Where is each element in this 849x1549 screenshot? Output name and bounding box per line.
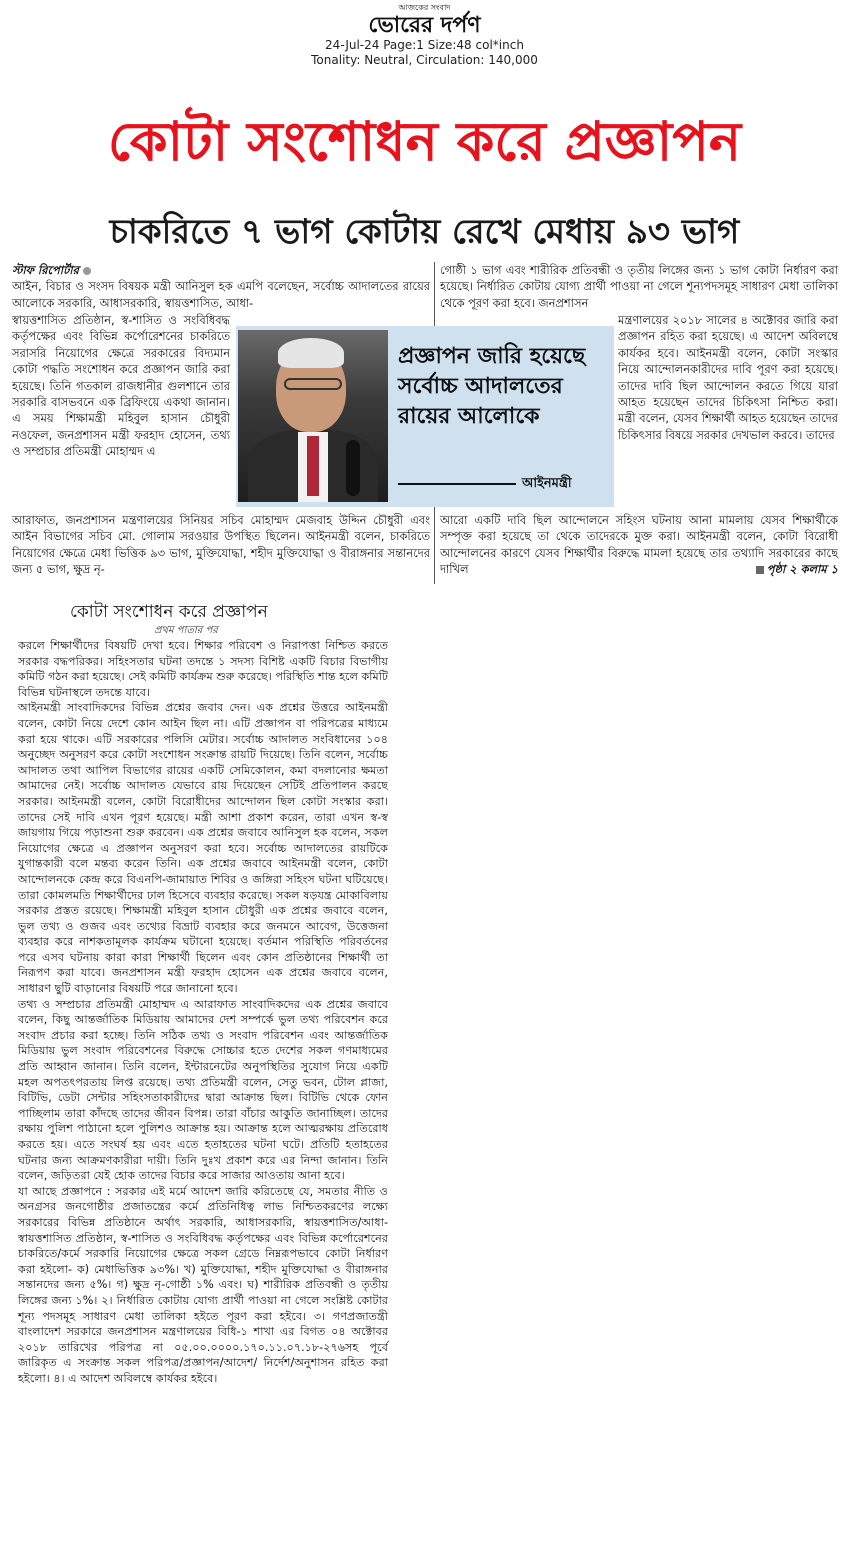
masthead xyxy=(0,4,849,68)
pull-quote-text: প্রজ্ঞাপন জারি হয়েছে সর্বোচ্চ আদালতের রায়ের আলোকে xyxy=(398,344,586,429)
continuation-paragraph: আইনমন্ত্রী সাংবাদিকদের বিভিন্ন প্রশ্নের জবাব দেন। এক প্রশ্নের উত্তরে আইনমন্ত্রী বলেন, কোটা নিয়ে দেশে কোন আইন ছিল না। এটি প্রজ্ঞাপন বা পরিপত্রের মাধ্যমে করা হয়ে থাকে। এটি সরকারের পলিসি মেটার। সর্বোচ্চ আদালত সংবিধানের ১০৪ অনুচ্ছেদ অনুসরণ করে কোটা সংশোধন সংক্রান্ত রায়টি দিয়েছে। তিনি বলেন, সর্বোচ্চ আদালত তথা আপিল বিভাগের রায়ের একটি সেমিকোলন, কমা বদলানোর ক্ষমতা আমাদের নেই। সর্বোচ্চ আদালত যেভাবে রায় দিয়েছেন সেটিই প্রতিপালন করছে সরকার। আইনমন্ত্রী বলেন, কোটা বিরোধীদের আন্দোলন ছিল কোটা সংস্কার করা। তাদের সেই দাবি এখন পূরণ হয়েছে। মন্ত্রী আশা প্রকাশ করেন, তারা এখন স্ব-স্ব জায়গায় গিয়ে পড়াশুনা শুরু করবেন। এক প্রশ্নের জবাবে আনিসুল হক বলেন, সকল নিয়োগের ক্ষেত্রে এ প্রজ্ঞাপন অনুসরণ করা হবে। সর্বোচ্চ আদালতের রায়টিকে যুগান্তকারী বলে মন্তব্য করেন তিনি। এক প্রশ্নের জবাবে আইনমন্ত্রী বলেন, কোটা আন্দোলনকে কেন্দ্র করে বিএনপি-জামায়াত শিবির ও জঙ্গিরা সহিংস ঘটনা ঘটিয়েছে। তারা কোমলমতি শিক্ষার্থীদের ঢাল হিসেবে ব্যবহার করেছে। সকল ষড়যন্ত্র মোকাবিলায় সরকার প্রস্তত রয়েছে। শিক্ষামন্ত্রী মহিবুল হাসান চৌধুরী এক প্রশ্নের জবাবে বলেন, ভুল তথ্য ও গুজব এবং তথ্যের বিভ্রাট ব্যবহার করে জনমনে আবেগ, উত্তেজনা ব্যবহার করে নাশকতামূলক কার্যক্রম ঘটানো হয়েছে। বর্তমান পরিস্থিতি পরিবর্তনের পরে এসব ঘটনায় কারা কারা শিক্ষার্থী ছিলেন এবং কোন প্রতিষ্ঠানের শিক্ষার্থী তা নিরূপণ করা যাবে। জনপ্রশাসন মন্ত্রী ফরহাদ হোসেন এক প্রশ্নের জবাবে বলেন, সাধারণ ছুটি বাড়ানোর বিষয়টি পরে জানানো হবে। xyxy=(18,701,388,996)
pull-quote-attribution: আইনমন্ত্রী xyxy=(522,476,572,491)
newspaper-logo xyxy=(0,4,849,38)
article-bottom-right xyxy=(440,512,838,578)
continuation-article-subtitle: প্রথম পাতার পর xyxy=(154,625,218,636)
article-lead xyxy=(12,262,430,311)
continuation-text: পৃষ্ঠা ২ কলাম ১ xyxy=(766,562,838,577)
right-bottom-text: আরো একটি দাবি ছিল আন্দোলনে সহিংস ঘটনায় আনা মামলায় যেসব শিক্ষার্থীকে সম্পৃক্ত করা হয়েছে তা থেকে তাদেরকে মুক্ত করা। আইনমন্ত্রী বলেন, কোটা বিরোধী আন্দোলনের কারণে যেসব শিক্ষার্থীর বিরুদ্ধে মামলা হয়েছে তার তথ্যাদি সরকারের কাছে দাখিল xyxy=(440,513,838,577)
continuation-ref xyxy=(756,561,838,577)
byline-dot-icon xyxy=(83,267,91,275)
continuation-article-title: কোটা সংশোধন করে প্রজ্ঞাপন xyxy=(70,602,268,622)
lead-paragraph: আইন, বিচার ও সংসদ বিষয়ক মন্ত্রী আনিসুল হক এমপি বলেছেন, সর্বোচ্চ আদালতের রায়ের আলোকে সরকারি, আধাসরকারি, স্বায়ত্তশাসিত, আধা- xyxy=(12,279,430,310)
newspaper-name: ভোরের দর্পণ xyxy=(368,12,481,38)
right-top-text: গোষ্ঠী ১ ভাগ এবং শারীরিক প্রতিবন্ধী ও তৃতীয় লিঙ্গের জন্য ১ ভাগ কোটা নির্ধারণ করা হয়েছে। নির্ধারিত কোটায় যোগ্য প্রার্থী পাওয়া না গেলে শূন্যপদসমূহ সাধারণ মেধা তালিকা থেকে পূরণ করা হবে। জনপ্রশাসন xyxy=(440,263,838,310)
headline: কোটা সংশোধন করে প্রজ্ঞাপন xyxy=(107,110,742,173)
left-column-text: স্বায়ত্তশাসিত প্রতিষ্ঠান, স্ব-শাসিত ও সংবিধিবদ্ধ কর্তৃপক্ষের এবং বিভিন্ন কর্পোরেশনের চাকরিতে সরাসরি নিয়োগের ক্ষেত্রে সরকারের বিদ্যমান কোটা পদ্ধতি সংশোধন করে প্রজ্ঞাপন জারি করা হয়েছে। তিনি গতকাল রাজধানীর গুলশানে তার সরকারি বাসভবনে এক ব্রিফিংয়ে একথা জানান। এ সময় শিক্ষামন্ত্রী মহিবুল হাসান চৌধুরী নওফেল, জনপ্রশাসন মন্ত্রী ফরহাদ হোসেন, তথ্য ও সম্প্রচার প্রতিমন্ত্রী মোহাম্মদ এ xyxy=(12,313,230,459)
microphone-icon xyxy=(346,440,360,496)
byline-text: স্টাফ রিপোর্টার xyxy=(12,263,79,277)
subheadline: চাকরিতে ৭ ভাগ কোটায় রেখে মেধায় ৯৩ ভাগ xyxy=(109,212,740,252)
pull-quote-rule xyxy=(398,483,516,485)
newspaper-tagline: আজকের সংবাদ xyxy=(398,3,451,12)
photo-hair xyxy=(278,338,344,368)
continuation-arrow-icon xyxy=(756,566,764,574)
law-minister-photo xyxy=(238,330,388,502)
byline xyxy=(12,262,430,278)
continuation-article-body xyxy=(18,638,388,1387)
right-column-text: মন্ত্রণালয়ের ২০১৮ সালের ৪ অক্টোবর জারি করা প্রজ্ঞাপন রহিত করা হয়েছে। এ আদেশ অবিলম্বে কার্যকর হবে। আইনমন্ত্রী বলেন, কোটা সংস্কার নিয়ে আন্দোলনকারীদের দাবি পূরণ করা হয়েছে। তাদের দাবি ছিল আন্দোলন করতে গিয়ে যারা আহত হয়েছেন তাদের চিকিৎসা নিশ্চিত করা। মন্ত্রী বলেন, যেসব শিক্ষার্থী আহত হয়েছেন তাদের চিকিৎসার বিষয়ে সরকার দেখভাল করবে। তাদের xyxy=(618,313,838,442)
continuation-paragraph: তথ্য ও সম্প্রচার প্রতিমন্ত্রী মোহাম্মদ এ আরাফাত সাংবাদিকদের এক প্রশ্নের জবাবে বলেন, কিছু আন্তর্জাতিক মিডিয়ায় আমাদের দেশ সম্পর্কে ভুল তথ্য পরিবেশন করে সংবাদ প্রচার করা হচ্ছে। তিনি সঠিক তথ্য ও সংবাদ পরিবেশন এবং আন্তর্জাতিক মিডিয়ায় ভুল সংবাদ পরিবেশনের বিরুদ্ধে সোচ্চার হতে দেশের সকল গণমাধ্যমের প্রতি আহ্বান জানান। তিনি বলেন, ইন্টারনেটের অনুপস্থিতির সুযোগ নিয়ে একটি মহল অপতৎপরতায় লিপ্ত রয়েছে। তথ্য প্রতিমন্ত্রী বলেন, সেতু ভবন, টোল প্লাজা, বিটিভি, ডেটা সেন্টার সহিংসতাকারীদের দ্বারা আক্রান্ত ছিল। বিটিভি থেকে ফোন পাচ্ছিলাম তারা কাঁদছে তাদের জীবন বিপন্ন। তারা বাঁচার আকুতি জানাচ্ছিল। তাদের রক্ষায় পুলিশ পাঠানো হলে পুলিশও আক্রান্ত হয়। আক্রান্ত হলে আত্মরক্ষায় প্রতিরোধ করতে হয়। এতে সংঘর্ষ হয় এবং এতে হতাহতের ঘটনা ঘটে। প্রতিটি হতাহতের ঘটনার জন্য আক্রমণকারীরা দায়ী। তিনি দুঃখ প্রকাশ করে এর নিন্দা জানান। তিনি বলেন, জড়িতরা যেই হোক তাদের বিচার করে সাজার আওতায় আনা হবে। xyxy=(18,997,388,1183)
continuation-paragraph: যা আছে প্রজ্ঞাপনে : সরকার এই মর্মে আদেশ জারি করিতেছে যে, সমতার নীতি ও অনগ্রসর জনগোষ্ঠীর প্রজাতন্ত্রের কর্মে প্রতিনিধিত্ব লাভ নিশ্চিতকরণের লক্ষ্যে সরকারের বিভিন্ন প্রতিষ্ঠানে অর্থাৎ সরকারি, আধাসরকারি, স্বায়ত্তশাসিত/আধা-স্বায়ত্তশাসিত প্রতিষ্ঠান, স্ব-শাসিত ও সংবিধিবদ্ধ কর্তৃপক্ষের এবং বিভিন্ন কর্পোরেশনের চাকরিতে/কর্মে সরকারি নিয়োগের ক্ষেত্রে সকল গ্রেডে নিম্নরূপভাবে কোটা নির্ধারণ করা হইলো- ক) মেধাভিত্তিক ৯৩%। খ) মুক্তিযোদ্ধা, শহীদ মুক্তিযোদ্ধা ও বীরাঙ্গনার সন্তানদের জন্য ৫%। গ) ক্ষুদ্র নৃ-গোষ্ঠী ১% এবং। ঘ) শারীরিক প্রতিবন্ধী ও তৃতীয় লিঙ্গের জন্য ১%। ২। নির্ধারিত কোটায় যোগ্য প্রার্থী পাওয়া না গেলে সংশ্লিষ্ট কোটার শূন্য পদসমূহ সাধারণ মেধা তালিকা হইতে পূরণ করা হইবে। ৩। গণপ্রজাতন্ত্রী বাংলাদেশ সরকারে জনপ্রশাসন মন্ত্রণালয়ের বিধি-১ শাখা এর বিগত ০৪ অক্টোবর ২০১৮ তারিখের পরিপত্র না ০৫.০০.০০০০.১৭০.১১.০৭.১৮-২৭৬সহ পূর্বে জারিকৃত এ সংক্রান্ত সকল পরিপত্র/প্রজ্ঞাপন/আদেশ/ নির্দেশ/অনুশাসন রহিত করা হইলো। ৪। এ আদেশ অবিলম্বে কার্যকর হইবে। xyxy=(18,1184,388,1385)
photo-glasses xyxy=(284,378,342,390)
clipping-meta-date: 24-Jul-24 Page:1 Size:48 col*inch xyxy=(325,38,524,52)
article-bottom-left: আরাফাত, জনপ্রশাসন মন্ত্রণালয়ের সিনিয়র সচিব মোহাম্মদ মেজবাহ উদ্দিন চৌধুরী এবং আইন বিভাগের সচিব মো. গোলাম সরওয়ার উপস্থিত ছিলেন। আইনমন্ত্রী বলেন, চাকরিতে নিয়োগের ক্ষেত্রে মেধা ভিত্তিক ৯৩ ভাগ, মুক্তিযোদ্ধা, শহীদ মুক্তিযোদ্ধা ও বীরাঙ্গনার সন্তানদের জন্য ৫ ভাগ, ক্ষুদ্র নৃ- xyxy=(12,513,430,577)
photo-tie xyxy=(307,436,319,496)
continuation-paragraph: করলে শিক্ষার্থীদের বিষয়টি দেখা হবে। শিক্ষার পরিবেশ ও নিরাপত্তা নিশ্চিত করতে সরকার বদ্ধপরিকর। সহিংসতার ঘটনা তদন্তে ১ সদস্য বিশিষ্ট একটি বিচার বিভাগীয় কমিটি গঠন করা হয়েছে। সেই কমিটি কার্যক্রম শুরু করেছে। পরিস্থিতি শান্ত হলে কমিটি বিভিন্ন ঘটনাস্থলে তদন্তে যাবে। xyxy=(18,639,388,699)
clipping-meta-circulation: Tonality: Neutral, Circulation: 140,000 xyxy=(311,53,538,67)
